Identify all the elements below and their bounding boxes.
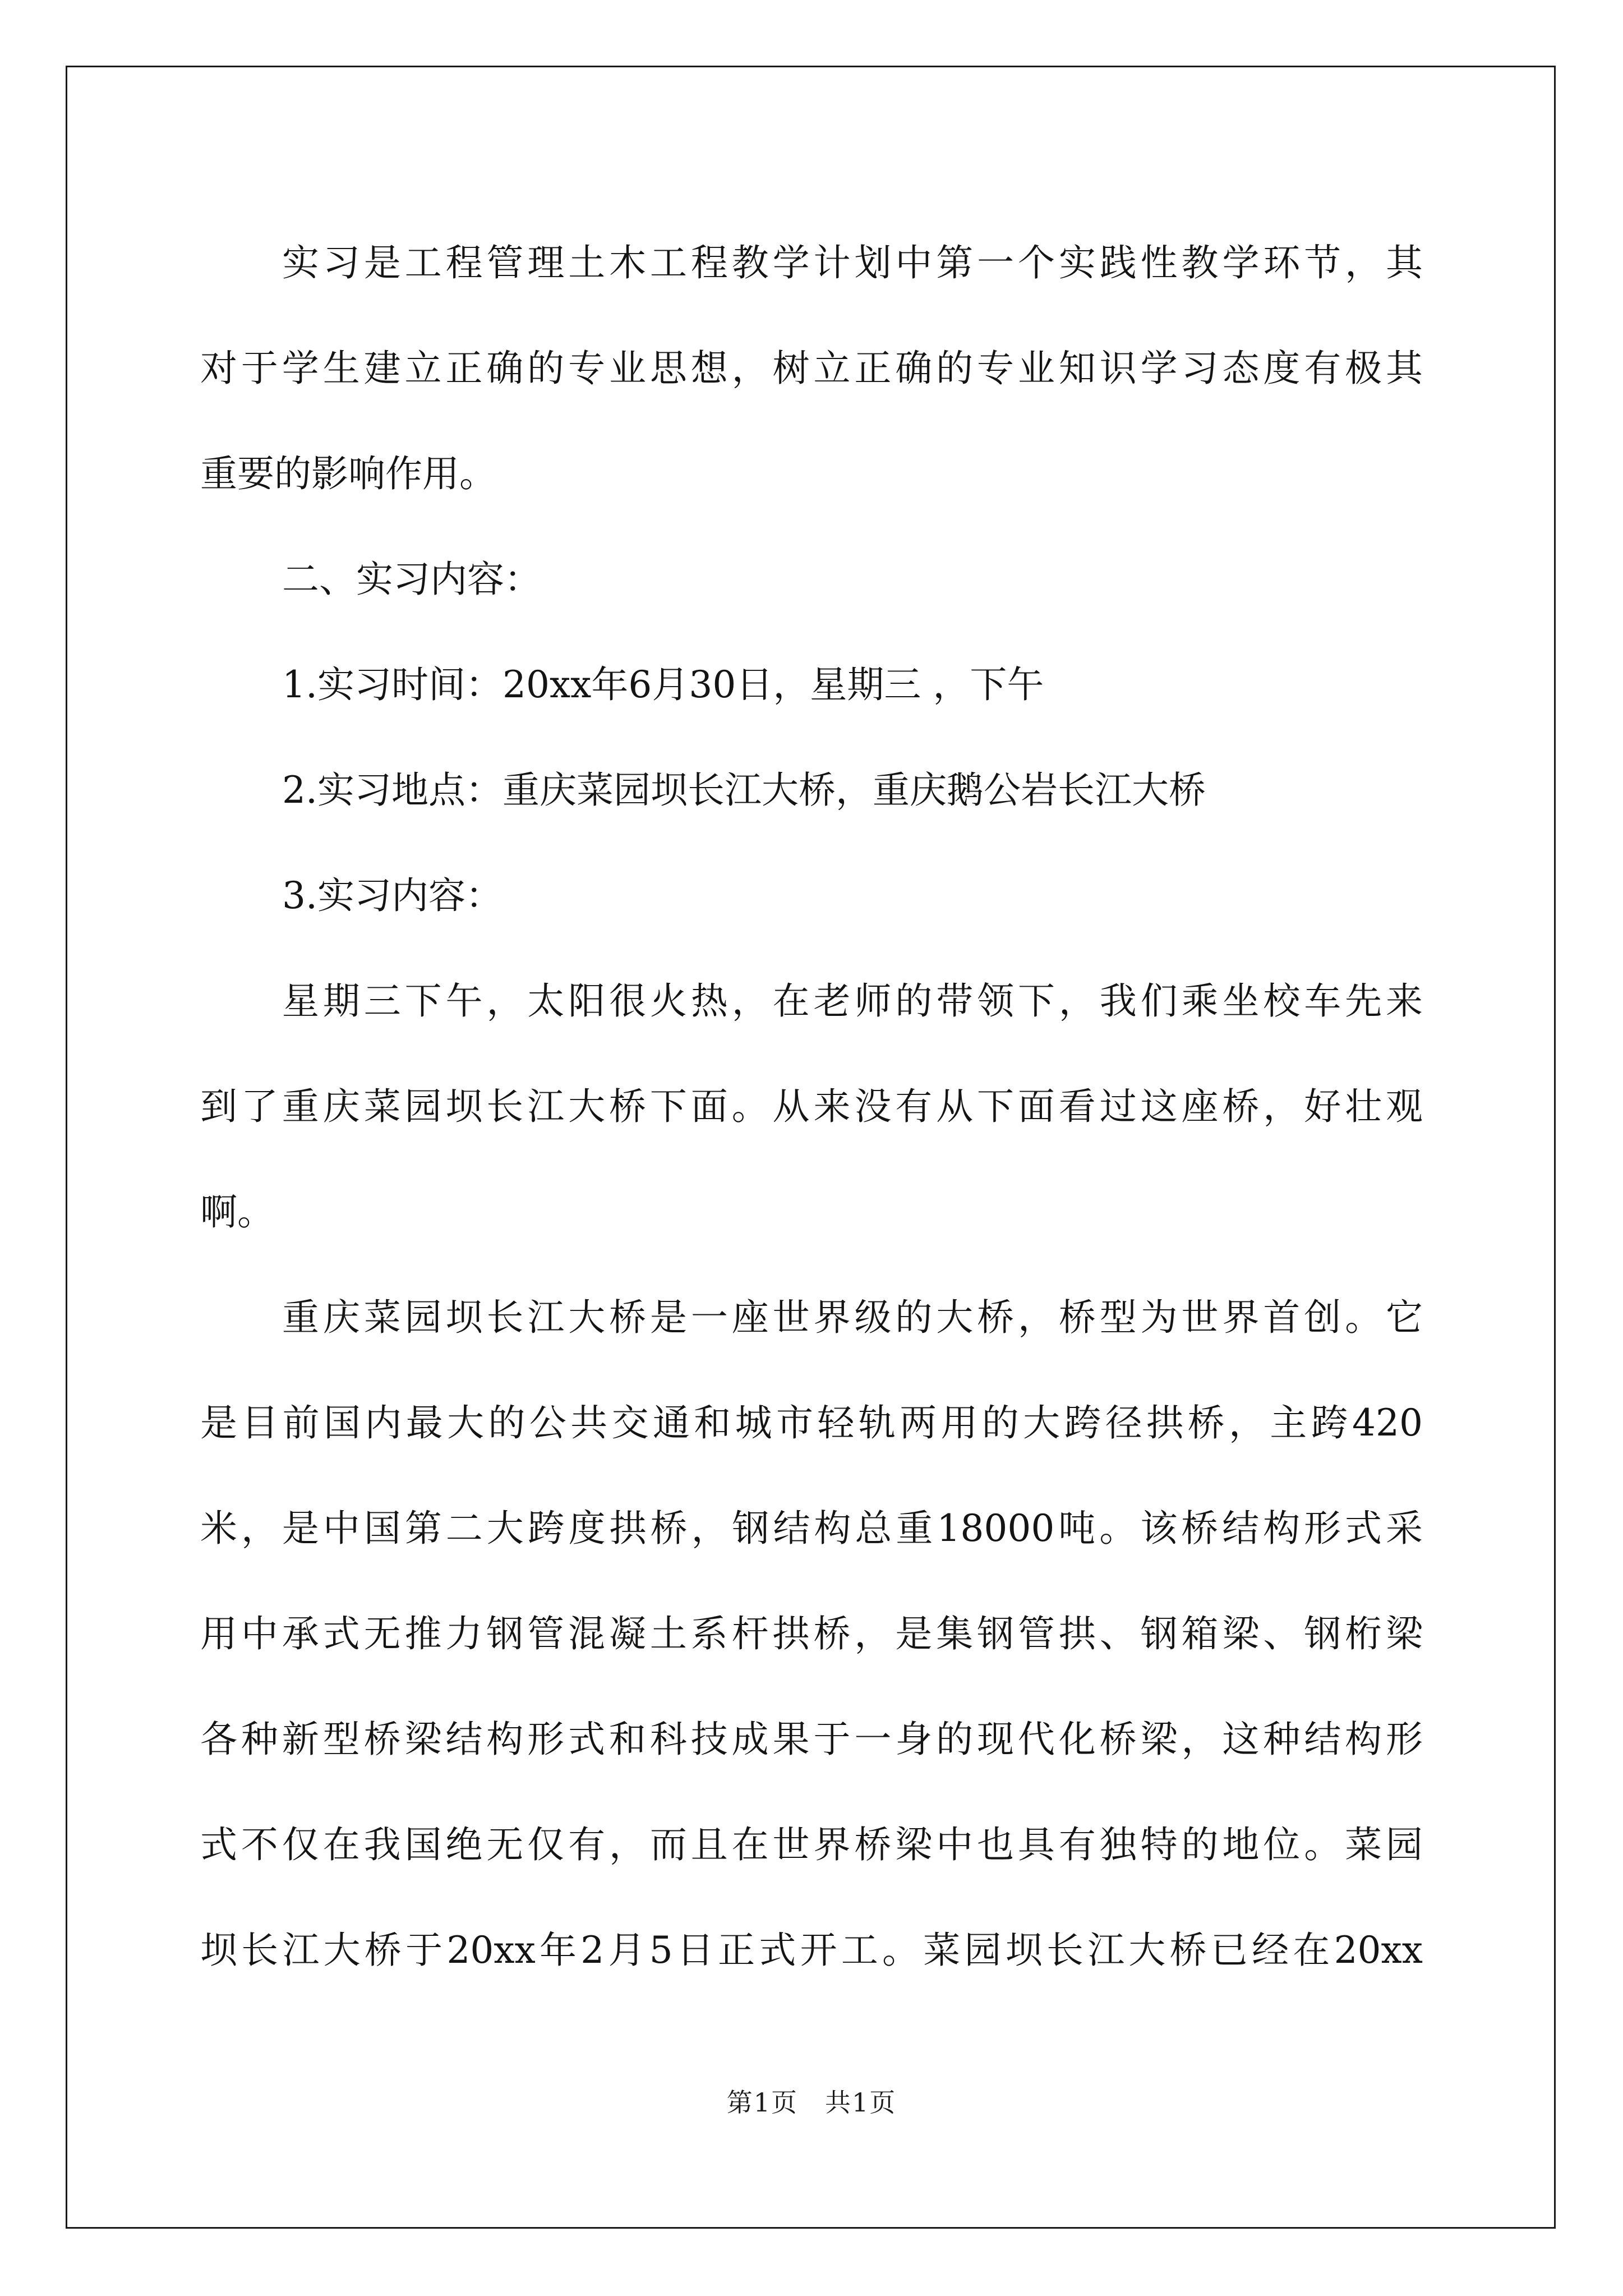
text-line-1: 实习是工程管理土木工程教学计划中第一个实践性教学环节，其 — [282, 241, 1423, 284]
text-line-10: 啊。 — [200, 1190, 274, 1234]
text-line-15: 各种新型桥梁结构形式和科技成果于一身的现代化桥梁，这种结构形 — [200, 1718, 1423, 1761]
text-line-2: 对于学生建立正确的专业思想，树立正确的专业知识学习态度有极其 — [200, 347, 1423, 390]
text-line-14: 用中承式无推力钢管混凝土系杆拱桥，是集钢管拱、钢箱梁、钢桁梁 — [200, 1612, 1423, 1655]
text-line-4: 二、实习内容： — [282, 558, 541, 601]
text-line-6: 2.实习地点：重庆菜园坝长江大桥，重庆鹅公岩长江大桥 — [282, 769, 1206, 812]
text-line-13: 米，是中国第二大跨度拱桥，钢结构总重18000吨。该桥结构形式采 — [200, 1507, 1423, 1550]
text-line-9: 到了重庆菜园坝长江大桥下面。从来没有从下面看过这座桥，好壮观 — [200, 1085, 1423, 1128]
text-line-11: 重庆菜园坝长江大桥是一座世界级的大桥，桥型为世界首创。它 — [282, 1296, 1423, 1339]
text-line-7: 3.实习内容： — [282, 874, 502, 917]
text-line-3: 重要的影响作用。 — [200, 452, 496, 495]
text-line-5: 1.实习时间：20xx年6月30日，星期三 ，下午 — [282, 663, 1044, 706]
document-body — [200, 210, 1423, 2003]
text-line-17: 坝长江大桥于20xx年2月5日正式开工。菜园坝长江大桥已经在20xx — [200, 1929, 1423, 1972]
text-line-16: 式不仅在我国绝无仅有，而且在世界桥梁中也具有独特的地位。菜园 — [200, 1823, 1423, 1866]
text-line-8: 星期三下午，太阳很火热，在老师的带领下，我们乘坐校车先来 — [282, 979, 1423, 1023]
text-line-12: 是目前国内最大的公共交通和城市轻轨两用的大跨径拱桥，主跨420 — [200, 1401, 1423, 1444]
page-number-footer: 第1页 共1页 — [726, 2087, 897, 2118]
